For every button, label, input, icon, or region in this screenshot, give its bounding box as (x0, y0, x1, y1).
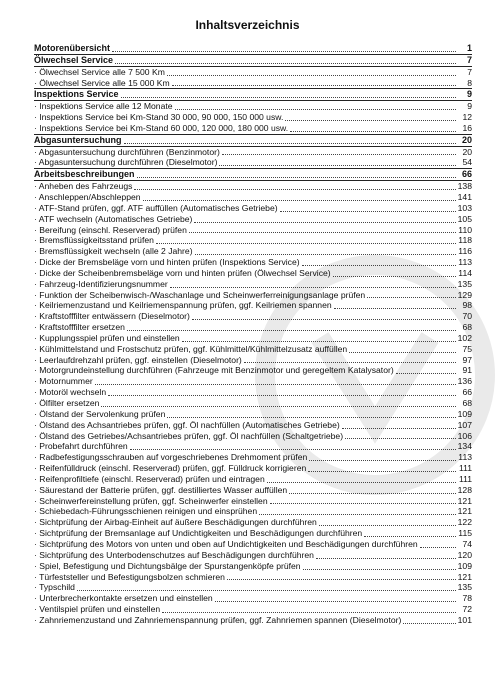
toc-entry-label: · ATF wechseln (Automatisches Getriebe) (34, 213, 193, 224)
toc-entry-label: · Keilriemenzustand und Keilriemenspannung prüfen, ggf. Keilriemen spannen (34, 300, 332, 311)
toc-entry-row[interactable] (34, 268, 472, 279)
dot-leader (95, 384, 456, 385)
toc-page-number: 135 (457, 582, 472, 593)
toc-entry-label: · Inspektions Service bei Km-Stand 60 000, 120 000, 180 000 usw. (34, 122, 289, 133)
dot-leader (227, 579, 456, 580)
dot-leader (137, 177, 456, 178)
dot-leader (244, 362, 456, 363)
toc-page-number: 121 (457, 495, 472, 506)
toc-page-number: 129 (457, 289, 472, 300)
toc-entry-label: · Motornummer (34, 376, 93, 387)
dot-leader (285, 120, 456, 121)
toc-page-number: 122 (457, 517, 472, 528)
toc-entry-row[interactable] (34, 431, 472, 442)
toc-entry-label: · Bremsflüssigkeit wechseln (alle 2 Jahre) (34, 246, 193, 257)
toc-entry-label: · Ölstand des Achsantriebes prüfen, ggf. Öl nachfüllen (Automatisches Getriebe) (34, 419, 340, 430)
toc-page-number: 136 (457, 376, 472, 387)
toc-entry-row[interactable] (34, 398, 472, 409)
toc-entry-label: · Bremsflüssigkeitsstand prüfen (34, 235, 154, 246)
toc-entry-row[interactable] (34, 474, 472, 485)
toc-entry-label: · Typschild (34, 582, 75, 593)
toc-entry-row[interactable] (34, 203, 472, 214)
toc-page-number: 20 (461, 134, 472, 145)
toc-entry-label: Arbeitsbeschreibungen (34, 169, 135, 180)
toc-page-number: 105 (457, 213, 472, 224)
toc-entry-row[interactable] (34, 582, 472, 593)
toc-entry-label: Motorenübersicht (34, 43, 111, 53)
toc-page-number: 68 (462, 398, 472, 408)
dot-leader (134, 189, 455, 190)
toc-page-number: 75 (462, 343, 472, 354)
toc-entry-label: · Sichtprüfung des Unterbodenschutzes auf Beschädigungen durchführen (34, 549, 314, 560)
toc-entry-row[interactable] (34, 409, 472, 420)
toc-entry-row[interactable] (34, 147, 472, 158)
dot-leader (342, 428, 456, 429)
toc-entry-label: · Türfeststeller und Befestigungsbolzen schmieren (34, 571, 225, 582)
dot-leader (143, 200, 456, 201)
dot-leader (124, 143, 456, 144)
toc-entry-label: · Sichtprüfung der Bremsanlage auf Undichtigkeiten und Beschädigungen durchführen (34, 528, 363, 539)
toc-entry-label: · Dicke der Scheibenbremsbeläge vorn und hinten prüfen (Ölwechsel Service) (34, 267, 331, 278)
toc-page-number: 135 (457, 278, 472, 289)
dot-leader (334, 308, 456, 309)
toc-entry-label: · Kühlmittelstand und Frostschutz prüfen, ggf. Kühlmittel/Kühlmittelzusatz auffüllen (34, 343, 348, 354)
dot-leader (175, 109, 456, 110)
toc-entry-row[interactable] (34, 365, 472, 376)
dot-leader (349, 352, 456, 353)
page-title: Inhaltsverzeichnis (195, 18, 300, 32)
toc-entry-row[interactable] (34, 192, 472, 203)
toc-entry-label: · Ölwechsel Service alle 7 500 Km (34, 66, 165, 77)
toc-entry-row[interactable] (34, 561, 472, 572)
dot-leader (280, 211, 456, 212)
dot-leader (167, 417, 455, 418)
toc-page-number: 16 (462, 122, 472, 133)
toc-entry-row[interactable] (34, 441, 472, 452)
dot-leader (101, 406, 456, 407)
toc-entry-row[interactable] (34, 257, 472, 268)
toc-entry-row[interactable] (34, 572, 472, 583)
toc-page-number: 116 (458, 246, 472, 257)
dot-leader (115, 63, 456, 64)
toc-entry-label: · Probefahrt durchführen (34, 441, 128, 452)
toc-page-number: 121 (457, 506, 472, 517)
toc-entry-label: · Schiebedach-Führungsschienen reinigen und einsprühen (34, 506, 258, 517)
toc-entry-label: · Kupplungsspiel prüfen und einstellen (34, 332, 180, 343)
dot-leader (367, 297, 455, 298)
dot-leader (195, 254, 456, 255)
dot-leader (270, 503, 456, 504)
toc-entry-label: · Ölstand der Servolenkung prüfen (34, 408, 166, 419)
dot-leader (127, 330, 456, 331)
toc-section-row[interactable] (34, 135, 472, 147)
toc-entry-row[interactable] (34, 123, 472, 135)
toc-entry-row[interactable] (34, 311, 472, 322)
dot-leader (172, 85, 456, 86)
toc-page-number: 110 (458, 224, 472, 235)
dot-leader (192, 319, 456, 320)
toc-page-number: 97 (462, 354, 472, 365)
toc-entry-row[interactable] (34, 452, 472, 463)
dot-leader (222, 154, 456, 155)
dot-leader (156, 243, 456, 244)
toc-page-number: 102 (457, 332, 472, 343)
toc-page-number: 7 (466, 54, 472, 65)
toc-page-number: 138 (457, 181, 472, 192)
toc-entry-row[interactable] (34, 539, 472, 550)
toc-page-number: 103 (457, 202, 472, 213)
toc-page-number: 107 (457, 419, 472, 430)
toc-page-number: 9 (466, 89, 472, 100)
toc-entry-label: Ölwechsel Service (34, 54, 114, 65)
dot-leader (319, 525, 456, 526)
toc-entry-label: · Anschleppen/Abschleppen (34, 191, 141, 202)
toc-entry-label: · Leerlaufdrehzahl prüfen, ggf. einstellen (Dieselmotor) (34, 354, 242, 365)
dot-leader (130, 449, 456, 450)
dot-leader (77, 590, 456, 591)
toc-entry-label: · Inspektions Service bei Km-Stand 30 000, 90 000, 150 000 usw. (34, 112, 284, 123)
toc-entry-label: · Reifenfülldruck (einschl. Reserverad) prüfen, ggf. Fülldruck korrigieren (34, 463, 307, 474)
toc-page-number: 66 (461, 169, 472, 180)
toc-entry-label: · Radbefestigungsschrauben auf vorgeschriebenes Drehmoment prüfen (34, 452, 308, 463)
toc-entry-label: · Unterbrecherkontakte ersetzen und einstellen (34, 593, 213, 604)
dot-leader (162, 612, 456, 613)
dot-leader (121, 97, 456, 98)
dot-leader (219, 165, 456, 166)
toc-entry-row[interactable] (34, 485, 472, 496)
dot-leader (396, 373, 456, 374)
toc-entry-label: · Ölstand des Getriebes/Achsantriebes prüfen, ggf. Öl nachfüllen (Schaltgetriebe) (34, 430, 344, 441)
dot-leader (189, 232, 456, 233)
toc-entry-row[interactable] (34, 235, 472, 246)
table-of-contents (34, 43, 472, 626)
dot-leader (316, 558, 456, 559)
toc-entry-row[interactable] (34, 376, 472, 387)
toc-entry-label: · Ventilspiel prüfen und einstellen (34, 604, 161, 615)
toc-entry-label: · Zahnriemenzustand und Zahnriemenspannung prüfen, ggf. Zahnriemen spannen (Dieselmotor) (34, 614, 402, 625)
toc-page-number: 120 (457, 549, 472, 560)
toc-page-number: 12 (462, 112, 472, 123)
toc-page-number: 7 (467, 66, 472, 77)
dot-leader (302, 265, 456, 266)
toc-entry-row[interactable] (34, 604, 472, 615)
toc-page-number: 106 (457, 430, 472, 441)
toc-entry-row[interactable] (34, 290, 472, 301)
dot-leader (259, 514, 456, 515)
toc-entry-row[interactable] (34, 615, 472, 626)
toc-entry-row[interactable] (34, 463, 472, 474)
toc-entry-label: · Fahrzeug-Identifizierungsnummer (34, 278, 168, 289)
dot-leader (345, 438, 456, 439)
dot-leader (308, 471, 456, 472)
dot-leader (303, 569, 456, 570)
dot-leader (290, 131, 456, 132)
toc-entry-label: · Scheinwerfereinstellung prüfen, ggf. Scheinwerfer einstellen (34, 495, 268, 506)
dot-leader (108, 395, 456, 396)
dot-leader (309, 460, 456, 461)
dot-leader (420, 547, 456, 548)
toc-entry-row[interactable] (34, 528, 472, 539)
toc-page-number: 115 (458, 528, 472, 539)
toc-entry-label: · Kraftstofffilter ersetzen (34, 322, 125, 333)
toc-page-number: 109 (457, 408, 472, 419)
toc-section-row[interactable] (34, 169, 472, 181)
toc-entry-row[interactable] (34, 333, 472, 344)
toc-entry-row[interactable] (34, 355, 472, 366)
toc-page-number: 141 (457, 191, 472, 202)
toc-entry-label: · Spiel, Befestigung und Dichtungsbälge der Spurstangenköpfe prüfen (34, 560, 301, 571)
toc-entry-label: · Bereifung (einschl. Reserverad) prüfen (34, 224, 187, 235)
toc-entry-label: · Reifenprofiltiefe (einschl. Reserverad) prüfen und eintragen (34, 473, 265, 484)
toc-page-number: 78 (462, 593, 472, 604)
toc-entry-label: · Dicke der Bremsbeläge vorn und hinten prüfen (Inspektions Service) (34, 257, 300, 268)
toc-entry-label: · Sichtprüfung der Airbag-Einheit auf äußere Beschädigungen durchführen (34, 517, 317, 528)
toc-entry-row[interactable] (34, 101, 472, 112)
toc-entry-row[interactable] (34, 78, 472, 90)
toc-entry-row[interactable] (34, 496, 472, 507)
dot-leader (194, 222, 455, 223)
dot-leader (112, 51, 456, 52)
toc-entry-label: · Ölwechsel Service alle 15 000 Km (34, 77, 170, 88)
toc-page-number: 118 (458, 235, 472, 246)
toc-page-number: 113 (458, 452, 472, 463)
toc-entry-row[interactable] (34, 157, 472, 169)
toc-page-number: 101 (457, 614, 472, 625)
toc-entry-row[interactable] (34, 181, 472, 192)
toc-page-number: 111 (458, 463, 472, 474)
dot-leader (267, 482, 456, 483)
toc-page-number: 8 (467, 77, 472, 88)
toc-page-number: 98 (462, 300, 472, 311)
dot-leader (167, 75, 456, 76)
toc-entry-label: · Ölfilter ersetzen (34, 398, 100, 408)
toc-entry-label: · ATF-Stand prüfen, ggf. ATF auffüllen (Automatisches Getriebe) (34, 202, 278, 213)
dot-leader (182, 341, 456, 342)
toc-entry-row[interactable] (34, 279, 472, 290)
dot-leader (289, 493, 455, 494)
toc-section-row[interactable] (34, 89, 472, 101)
toc-entry-row[interactable] (34, 112, 472, 123)
toc-page-number: 109 (457, 560, 472, 571)
toc-page-number: 66 (462, 387, 472, 398)
dot-leader (403, 623, 455, 624)
toc-section-row[interactable] (34, 55, 472, 67)
toc-entry-label: · Funktion der Scheibenwisch-/Waschanlage und Scheinwerferreinigungsanlage prüfen (34, 289, 366, 300)
toc-page-number: 121 (457, 571, 472, 582)
toc-entry-row[interactable] (34, 517, 472, 528)
toc-page-number: 113 (458, 257, 472, 268)
toc-page-number: 74 (462, 538, 472, 549)
toc-entry-row[interactable] (34, 300, 472, 311)
toc-page-number: 70 (462, 311, 472, 322)
dot-leader (364, 536, 456, 537)
toc-entry-label: · Sichtprüfung des Motors von unten und oben auf Undichtigkeiten und Beschädigungen durchführen (34, 538, 418, 549)
toc-entry-row[interactable] (34, 550, 472, 561)
toc-entry-label: · Abgasuntersuchung durchführen (Benzinmotor) (34, 146, 220, 157)
toc-page-number: 20 (462, 146, 472, 157)
toc-page-number: 114 (458, 267, 472, 278)
dot-leader (333, 276, 456, 277)
toc-page-number: 111 (458, 473, 472, 484)
toc-entry-label: · Motoröl wechseln (34, 387, 107, 398)
toc-entry-label: · Abgasuntersuchung durchführen (Dieselmotor) (34, 157, 218, 168)
toc-entry-row[interactable] (34, 322, 472, 333)
toc-page-number: 72 (462, 604, 472, 615)
toc-entry-label: · Inspektions Service alle 12 Monate (34, 101, 173, 112)
toc-entry-row[interactable] (34, 506, 472, 517)
toc-entry-label: Abgasuntersuchung (34, 134, 122, 145)
toc-page-number: 128 (457, 484, 472, 495)
toc-entry-row[interactable] (34, 214, 472, 225)
toc-entry-label: · Anheben des Fahrzeugs (34, 181, 133, 192)
toc-entry-row[interactable] (34, 420, 472, 431)
toc-entry-label: · Säurestand der Batterie prüfen, ggf. destilliertes Wasser auffüllen (34, 484, 288, 495)
toc-page-number: 9 (467, 101, 472, 112)
dot-leader (215, 601, 456, 602)
toc-entry-row[interactable] (34, 67, 472, 78)
toc-page-number: 68 (462, 322, 472, 333)
dot-leader (170, 287, 456, 288)
toc-entry-row[interactable] (34, 225, 472, 236)
toc-section-row[interactable] (34, 43, 472, 55)
toc-entry-label: · Motorgrundeinstellung durchführen (Fahrzeuge mit Benzinmotor und geregeltem Katalysator) (34, 365, 394, 376)
toc-entry-row[interactable] (34, 246, 472, 257)
toc-page-number: 91 (462, 365, 472, 376)
toc-entry-row[interactable] (34, 593, 472, 604)
toc-entry-label: · Kraftstofffilter entwässern (Dieselmotor) (34, 311, 190, 322)
toc-entry-label: Inspektions Service (34, 89, 119, 100)
toc-page-number: 1 (466, 43, 472, 53)
toc-page-number: 54 (462, 157, 472, 168)
toc-page-number: 134 (457, 441, 472, 452)
toc-entry-row[interactable] (34, 344, 472, 355)
toc-entry-row[interactable] (34, 387, 472, 398)
